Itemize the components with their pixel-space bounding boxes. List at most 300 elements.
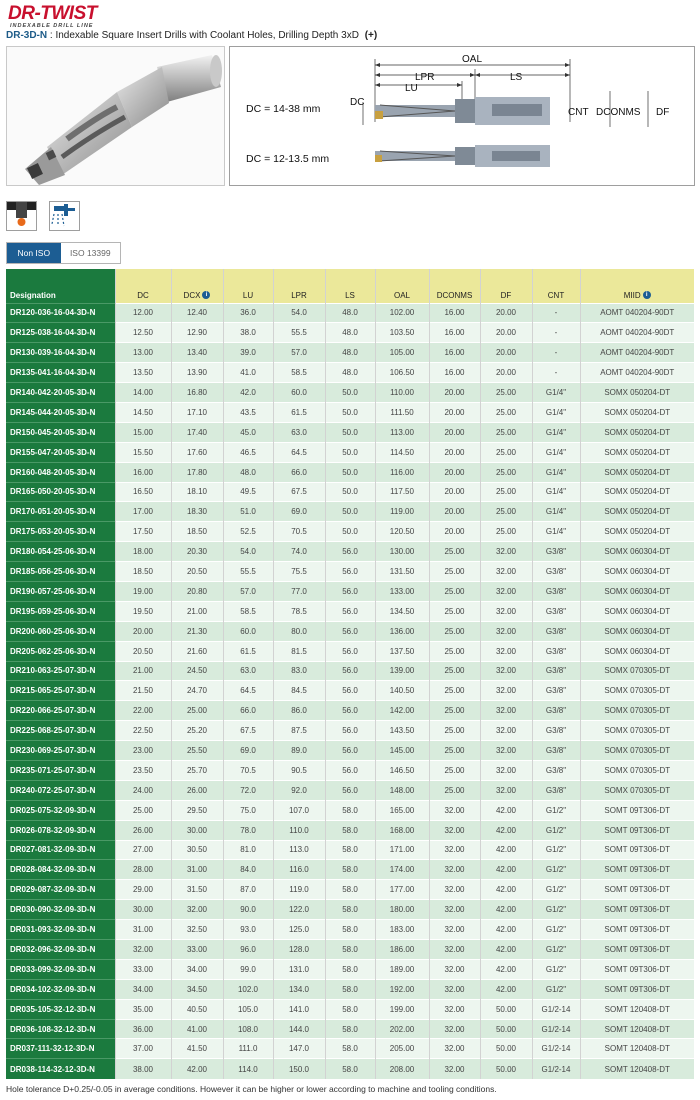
cell-dcx: 24.50 [171, 661, 223, 681]
cell-designation[interactable]: DR034-102-32-09-3D-N [6, 979, 115, 999]
cell-dc: 12.50 [115, 323, 171, 343]
cell-ls: 56.0 [325, 621, 375, 641]
cell-dconms: 20.00 [429, 462, 480, 482]
cell-df: 32.00 [480, 701, 532, 721]
cell-df: 42.00 [480, 840, 532, 860]
cell-dconms: 25.00 [429, 701, 480, 721]
cell-lpr: 141.0 [273, 999, 325, 1019]
cell-lu: 45.0 [223, 422, 273, 442]
cell-lu: 105.0 [223, 999, 273, 1019]
header-miid [580, 269, 694, 303]
cell-lu: 81.0 [223, 840, 273, 860]
steel-material-icon [7, 202, 36, 230]
cell-designation[interactable]: DR230-069-25-07-3D-N [6, 741, 115, 761]
cell-lpr: 92.0 [273, 780, 325, 800]
cell-cnt: - [532, 323, 580, 343]
cell-dcx: 17.80 [171, 462, 223, 482]
cell-designation[interactable]: DR038-114-32-12-3D-N [6, 1059, 115, 1079]
cell-miid: AOMT 040204-90DT [580, 363, 694, 383]
header-designation: Designation [6, 269, 115, 303]
cell-dc: 13.00 [115, 343, 171, 363]
cell-cnt: G1/4" [532, 502, 580, 522]
cell-lpr: 63.0 [273, 422, 325, 442]
cell-dc: 29.00 [115, 880, 171, 900]
cell-designation[interactable]: DR240-072-25-07-3D-N [6, 780, 115, 800]
cell-lpr: 144.0 [273, 1019, 325, 1039]
table-header-row [6, 269, 694, 303]
cell-dc: 14.00 [115, 383, 171, 403]
cell-df: 25.00 [480, 502, 532, 522]
product-code: DR-3D-N [6, 30, 48, 41]
cell-designation[interactable]: DR235-071-25-07-3D-N [6, 760, 115, 780]
cell-lpr: 67.5 [273, 482, 325, 502]
cell-dcx: 29.50 [171, 800, 223, 820]
cell-dcx: 20.50 [171, 562, 223, 582]
cell-lu: 46.5 [223, 442, 273, 462]
tab-iso-13399[interactable]: ISO 13399 [69, 248, 111, 258]
cell-dconms: 32.00 [429, 820, 480, 840]
cell-designation[interactable]: DR195-059-25-06-3D-N [6, 601, 115, 621]
cell-df: 32.00 [480, 621, 532, 641]
cell-ls: 48.0 [325, 343, 375, 363]
cell-oal: 106.50 [375, 363, 429, 383]
cell-designation[interactable]: DR145-044-20-05-3D-N [6, 402, 115, 422]
cell-dconms: 32.00 [429, 959, 480, 979]
cell-designation[interactable]: DR030-090-32-09-3D-N [6, 900, 115, 920]
cell-miid: SOMX 050204-DT [580, 422, 694, 442]
cell-ls: 50.0 [325, 383, 375, 403]
cell-dconms: 25.00 [429, 542, 480, 562]
cell-df: 20.00 [480, 343, 532, 363]
cell-cnt: G1/2-14 [532, 1019, 580, 1039]
cell-dcx: 30.00 [171, 820, 223, 840]
cell-lu: 49.5 [223, 482, 273, 502]
cell-lu: 111.0 [223, 1039, 273, 1059]
cell-oal: 114.50 [375, 442, 429, 462]
table-row [6, 721, 694, 741]
cell-ls: 58.0 [325, 840, 375, 860]
cell-cnt: G1/2" [532, 920, 580, 940]
table-row [6, 601, 694, 621]
cell-dcx: 25.50 [171, 741, 223, 761]
cell-dc: 19.00 [115, 581, 171, 601]
cell-df: 25.00 [480, 402, 532, 422]
cell-lpr: 107.0 [273, 800, 325, 820]
cell-dconms: 25.00 [429, 641, 480, 661]
cell-dcx: 31.50 [171, 880, 223, 900]
cell-lu: 69.0 [223, 741, 273, 761]
cell-lu: 90.0 [223, 900, 273, 920]
product-description: : Indexable Square Insert Drills with Coolant Holes, Drilling Depth 3xD [49, 30, 359, 41]
cell-ls: 56.0 [325, 562, 375, 582]
info-icon[interactable]: i [202, 291, 210, 299]
cell-dconms: 25.00 [429, 562, 480, 582]
cell-dconms: 32.00 [429, 999, 480, 1019]
cell-designation[interactable]: DR130-039-16-04-3D-N [6, 343, 115, 363]
cell-cnt: G1/2" [532, 840, 580, 860]
cell-miid: SOMX 050204-DT [580, 522, 694, 542]
cell-df: 20.00 [480, 363, 532, 383]
cell-lpr: 89.0 [273, 741, 325, 761]
drill-photo-icon [7, 47, 225, 186]
cell-lu: 64.5 [223, 681, 273, 701]
cell-dcx: 34.50 [171, 979, 223, 999]
cell-dc: 36.00 [115, 1019, 171, 1039]
cell-dcx: 17.10 [171, 402, 223, 422]
cell-cnt: G1/4" [532, 442, 580, 462]
cell-cnt: G3/8" [532, 760, 580, 780]
cell-miid: SOMT 09T306-DT [580, 940, 694, 960]
cell-cnt: G1/2-14 [532, 1059, 580, 1079]
tab-non-iso[interactable]: Non ISO [7, 243, 61, 263]
cell-df: 32.00 [480, 581, 532, 601]
table-row [6, 502, 694, 522]
cell-cnt: G1/2-14 [532, 1039, 580, 1059]
cell-oal: 208.00 [375, 1059, 429, 1079]
cell-dcx: 33.00 [171, 940, 223, 960]
cell-oal: 205.00 [375, 1039, 429, 1059]
cell-dcx: 26.00 [171, 780, 223, 800]
cell-ls: 56.0 [325, 681, 375, 701]
cell-lpr: 90.5 [273, 760, 325, 780]
cell-oal: 165.00 [375, 800, 429, 820]
cell-designation[interactable]: DR036-108-32-12-3D-N [6, 1019, 115, 1039]
table-row [6, 562, 694, 582]
cell-lpr: 70.5 [273, 522, 325, 542]
cell-dconms: 32.00 [429, 1059, 480, 1079]
cell-designation[interactable]: DR155-047-20-05-3D-N [6, 442, 115, 462]
cell-cnt: G3/8" [532, 780, 580, 800]
cell-designation[interactable]: DR175-053-20-05-3D-N [6, 522, 115, 542]
brand-logo [8, 4, 118, 32]
cell-designation[interactable]: DR210-063-25-07-3D-N [6, 661, 115, 681]
table-row [6, 1039, 694, 1059]
cell-cnt: G3/8" [532, 621, 580, 641]
cell-lu: 61.5 [223, 641, 273, 661]
cell-lpr: 64.5 [273, 442, 325, 462]
table-row [6, 681, 694, 701]
cell-oal: 133.00 [375, 581, 429, 601]
cell-oal: 148.00 [375, 780, 429, 800]
cell-dc: 20.50 [115, 641, 171, 661]
cell-dcx: 21.60 [171, 641, 223, 661]
cell-lpr: 60.0 [273, 383, 325, 403]
cell-lu: 52.5 [223, 522, 273, 542]
cell-dcx: 25.00 [171, 701, 223, 721]
cell-designation[interactable]: DR200-060-25-06-3D-N [6, 621, 115, 641]
cell-oal: 120.50 [375, 522, 429, 542]
header-lu: LU [223, 269, 273, 303]
cell-dconms: 20.00 [429, 383, 480, 403]
cell-miid: AOMT 040204-90DT [580, 323, 694, 343]
cell-designation[interactable]: DR032-096-32-09-3D-N [6, 940, 115, 960]
cell-designation[interactable]: DR170-051-20-05-3D-N [6, 502, 115, 522]
cell-cnt: G1/2" [532, 820, 580, 840]
cell-oal: 116.00 [375, 462, 429, 482]
table-row [6, 402, 694, 422]
cell-designation[interactable]: DR185-056-25-06-3D-N [6, 562, 115, 582]
expand-toggle[interactable]: (+) [364, 30, 378, 41]
table-row [6, 343, 694, 363]
cell-dc: 21.50 [115, 681, 171, 701]
cell-dconms: 32.00 [429, 1039, 480, 1059]
cell-designation[interactable]: DR031-093-32-09-3D-N [6, 920, 115, 940]
cell-lpr: 80.0 [273, 621, 325, 641]
cell-designation[interactable]: DR027-081-32-09-3D-N [6, 840, 115, 860]
cell-ls: 58.0 [325, 959, 375, 979]
cell-ls: 58.0 [325, 979, 375, 999]
header-dconms: DCONMS [429, 269, 480, 303]
cell-oal: 117.50 [375, 482, 429, 502]
cell-designation[interactable]: DR033-099-32-09-3D-N [6, 959, 115, 979]
cell-dcx: 20.30 [171, 542, 223, 562]
cell-dcx: 17.40 [171, 422, 223, 442]
cell-ls: 56.0 [325, 661, 375, 681]
cell-lpr: 55.5 [273, 323, 325, 343]
cell-dc: 12.00 [115, 303, 171, 323]
brand-tagline: INDEXABLE DRILL LINE [10, 23, 94, 29]
header-dcx-label: DCX [183, 290, 201, 300]
cell-lu: 114.0 [223, 1059, 273, 1079]
cell-oal: 143.50 [375, 721, 429, 741]
cell-df: 50.00 [480, 1039, 532, 1059]
cell-ls: 50.0 [325, 422, 375, 442]
cell-lpr: 119.0 [273, 880, 325, 900]
table-row [6, 641, 694, 661]
cell-designation[interactable]: DR140-042-20-05-3D-N [6, 383, 115, 403]
cell-ls: 58.0 [325, 920, 375, 940]
cell-dcx: 32.00 [171, 900, 223, 920]
cell-lu: 54.0 [223, 542, 273, 562]
cell-oal: 103.50 [375, 323, 429, 343]
cell-df: 32.00 [480, 721, 532, 741]
cell-dcx: 13.90 [171, 363, 223, 383]
cell-cnt: G3/8" [532, 701, 580, 721]
cell-ls: 58.0 [325, 880, 375, 900]
cell-dcx: 31.00 [171, 860, 223, 880]
df-label: DF [656, 107, 670, 118]
cell-lpr: 113.0 [273, 840, 325, 860]
cell-lu: 48.0 [223, 462, 273, 482]
cell-dconms: 25.00 [429, 780, 480, 800]
cell-dcx: 25.70 [171, 760, 223, 780]
cell-designation[interactable]: DR037-111-32-12-3D-N [6, 1039, 115, 1059]
cell-dc: 17.50 [115, 522, 171, 542]
cell-lu: 96.0 [223, 940, 273, 960]
cell-lpr: 131.0 [273, 959, 325, 979]
table-row [6, 363, 694, 383]
cell-lu: 58.5 [223, 601, 273, 621]
cell-cnt: - [532, 303, 580, 323]
cell-df: 42.00 [480, 820, 532, 840]
cell-oal: 192.00 [375, 979, 429, 999]
cell-miid: SOMT 09T306-DT [580, 800, 694, 820]
cell-miid: SOMT 09T306-DT [580, 820, 694, 840]
cell-ls: 56.0 [325, 760, 375, 780]
cell-miid: SOMX 050204-DT [580, 402, 694, 422]
cell-cnt: G3/8" [532, 661, 580, 681]
cell-lu: 84.0 [223, 860, 273, 880]
cell-cnt: G1/4" [532, 402, 580, 422]
cell-lpr: 74.0 [273, 542, 325, 562]
cell-designation[interactable]: DR026-078-32-09-3D-N [6, 820, 115, 840]
cell-designation[interactable]: DR225-068-25-07-3D-N [6, 721, 115, 741]
cell-lu: 55.5 [223, 562, 273, 582]
cell-dcx: 32.50 [171, 920, 223, 940]
cell-dcx: 21.30 [171, 621, 223, 641]
cell-designation[interactable]: DR125-038-16-04-3D-N [6, 323, 115, 343]
cell-cnt: G1/4" [532, 522, 580, 542]
cell-designation[interactable]: DR029-087-32-09-3D-N [6, 880, 115, 900]
cell-designation[interactable]: DR180-054-25-06-3D-N [6, 542, 115, 562]
cell-df: 32.00 [480, 661, 532, 681]
dc-label: DC [350, 97, 365, 108]
cell-oal: 145.00 [375, 741, 429, 761]
cell-lu: 41.0 [223, 363, 273, 383]
cell-dc: 22.00 [115, 701, 171, 721]
cell-cnt: G1/4" [532, 462, 580, 482]
cell-oal: 111.50 [375, 402, 429, 422]
cell-miid: SOMX 070305-DT [580, 701, 694, 721]
cell-dc: 22.50 [115, 721, 171, 741]
cell-miid: SOMX 050204-DT [580, 442, 694, 462]
cell-dc: 16.00 [115, 462, 171, 482]
table-row [6, 1059, 694, 1079]
cell-miid: SOMX 060304-DT [580, 542, 694, 562]
cell-miid: SOMX 070305-DT [580, 661, 694, 681]
cell-designation[interactable]: DR190-057-25-06-3D-N [6, 581, 115, 601]
cell-dconms: 16.00 [429, 323, 480, 343]
cell-dc: 16.50 [115, 482, 171, 502]
table-row [6, 701, 694, 721]
cell-dc: 13.50 [115, 363, 171, 383]
cell-designation[interactable]: DR160-048-20-05-3D-N [6, 462, 115, 482]
cell-ls: 56.0 [325, 741, 375, 761]
table-row [6, 621, 694, 641]
cell-cnt: G3/8" [532, 562, 580, 582]
cell-designation[interactable]: DR025-075-32-09-3D-N [6, 800, 115, 820]
cell-dc: 24.00 [115, 780, 171, 800]
cell-designation[interactable]: DR220-066-25-07-3D-N [6, 701, 115, 721]
cell-oal: 134.50 [375, 601, 429, 621]
cell-dcx: 18.30 [171, 502, 223, 522]
cell-dc: 14.50 [115, 402, 171, 422]
cell-lu: 93.0 [223, 920, 273, 940]
cell-cnt: G3/8" [532, 681, 580, 701]
cell-lu: 57.0 [223, 581, 273, 601]
header-miid-label: MIID [623, 290, 641, 300]
footnote: Hole tolerance D+0.25/-0.05 in average conditions. However it can be higher or lower according to machine and tooling conditions. [6, 1084, 497, 1094]
cell-dcx: 20.80 [171, 581, 223, 601]
cell-designation[interactable]: DR205-062-25-06-3D-N [6, 641, 115, 661]
cell-designation[interactable]: DR028-084-32-09-3D-N [6, 860, 115, 880]
cell-lpr: 78.5 [273, 601, 325, 621]
cell-lpr: 77.0 [273, 581, 325, 601]
cell-dc: 23.00 [115, 741, 171, 761]
cell-miid: AOMT 040204-90DT [580, 303, 694, 323]
cell-ls: 50.0 [325, 522, 375, 542]
cell-lpr: 83.0 [273, 661, 325, 681]
cell-dc: 30.00 [115, 900, 171, 920]
cell-df: 25.00 [480, 482, 532, 502]
cell-lpr: 58.5 [273, 363, 325, 383]
cell-oal: 180.00 [375, 900, 429, 920]
cell-df: 42.00 [480, 959, 532, 979]
cell-designation[interactable]: DR135-041-16-04-3D-N [6, 363, 115, 383]
cell-miid: SOMX 060304-DT [580, 641, 694, 661]
cell-lpr: 86.0 [273, 701, 325, 721]
cell-dconms: 25.00 [429, 760, 480, 780]
cell-designation[interactable]: DR120-036-16-04-3D-N [6, 303, 115, 323]
cell-designation[interactable]: DR215-065-25-07-3D-N [6, 681, 115, 701]
cell-dcx: 41.00 [171, 1019, 223, 1039]
cell-oal: 139.00 [375, 661, 429, 681]
cell-designation[interactable]: DR165-050-20-05-3D-N [6, 482, 115, 502]
cell-lpr: 75.5 [273, 562, 325, 582]
cell-oal: 146.50 [375, 760, 429, 780]
cell-lpr: 147.0 [273, 1039, 325, 1059]
cnt-label: CNT [568, 107, 589, 118]
table-row [6, 383, 694, 403]
cell-designation[interactable]: DR035-105-32-12-3D-N [6, 999, 115, 1019]
material-icon [6, 201, 37, 231]
cell-df: 32.00 [480, 562, 532, 582]
cell-cnt: G1/2" [532, 860, 580, 880]
cell-oal: 177.00 [375, 880, 429, 900]
cell-miid: AOMT 040204-90DT [580, 343, 694, 363]
cell-ls: 58.0 [325, 820, 375, 840]
cell-lu: 70.5 [223, 760, 273, 780]
cell-miid: SOMT 120408-DT [580, 999, 694, 1019]
cell-df: 25.00 [480, 522, 532, 542]
table-row [6, 860, 694, 880]
cell-df: 32.00 [480, 780, 532, 800]
cell-miid: SOMX 050204-DT [580, 462, 694, 482]
cell-cnt: - [532, 343, 580, 363]
table-row [6, 482, 694, 502]
cell-df: 25.00 [480, 442, 532, 462]
cell-df: 32.00 [480, 641, 532, 661]
cell-ls: 56.0 [325, 542, 375, 562]
cell-dconms: 32.00 [429, 920, 480, 940]
cell-df: 20.00 [480, 303, 532, 323]
cell-dc: 23.50 [115, 760, 171, 780]
cell-dcx: 16.80 [171, 383, 223, 403]
cell-df: 42.00 [480, 979, 532, 999]
cell-dc: 15.00 [115, 422, 171, 442]
table-row [6, 979, 694, 999]
cell-cnt: - [532, 363, 580, 383]
cell-df: 50.00 [480, 1059, 532, 1079]
cell-cnt: G1/2" [532, 979, 580, 999]
cell-lpr: 110.0 [273, 820, 325, 840]
cell-lu: 72.0 [223, 780, 273, 800]
cell-df: 42.00 [480, 940, 532, 960]
info-icon[interactable]: i [643, 291, 651, 299]
cell-df: 32.00 [480, 760, 532, 780]
cell-ls: 58.0 [325, 940, 375, 960]
page-subtitle [6, 30, 377, 41]
header-dcx [171, 269, 223, 303]
cell-lu: 63.0 [223, 661, 273, 681]
cell-dc: 18.00 [115, 542, 171, 562]
cell-oal: 113.00 [375, 422, 429, 442]
table-row [6, 780, 694, 800]
header-ls: LS [325, 269, 375, 303]
cell-df: 42.00 [480, 880, 532, 900]
cell-designation[interactable]: DR150-045-20-05-3D-N [6, 422, 115, 442]
cell-miid: SOMX 070305-DT [580, 760, 694, 780]
